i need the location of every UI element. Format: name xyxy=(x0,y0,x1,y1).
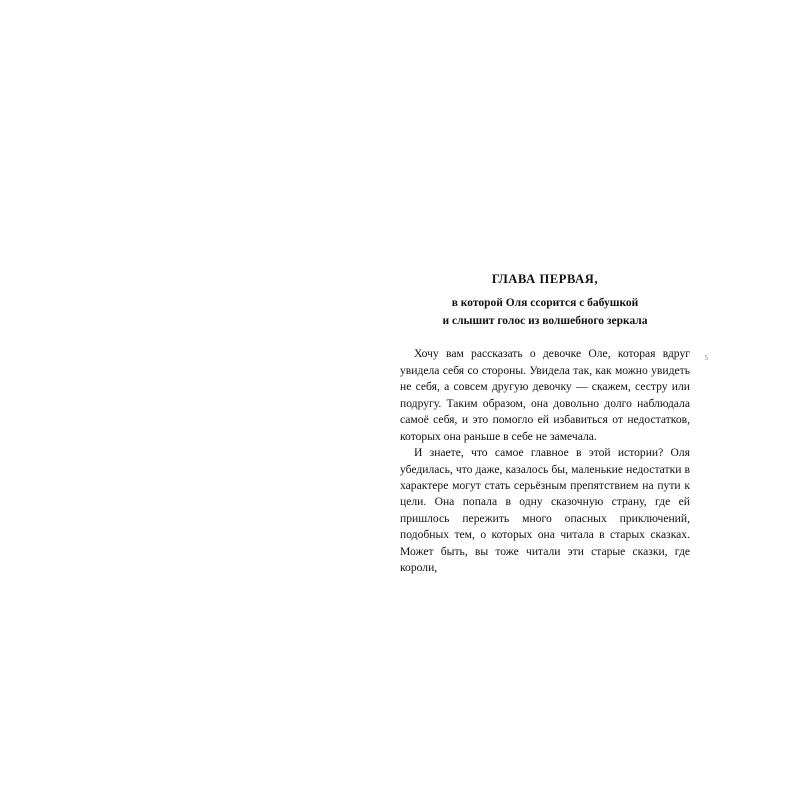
chapter-heading: ГЛАВА ПЕРВАЯ, xyxy=(491,272,599,286)
body-text xyxy=(400,346,690,576)
chapter-subtitle xyxy=(400,295,690,331)
chapter-subtitle-line-1: в которой Оля ссорится с бабушкой xyxy=(451,296,639,309)
book-page xyxy=(400,270,708,610)
paragraph: Хочу вам рассказать о девочке Оле, которая вдруг увидела себя со стороны. Увидела так, как можно увидеть не себя, а совсем другую девочку — скажем, сестру или подругу. Таким образом, она довольно долго наблюдала самоё себя, и это помогло ей избавиться от недостатков, которых она раньше в себе не замечала. xyxy=(400,347,690,443)
chapter-subtitle-line-2: и слышит голос из волшебного зеркала xyxy=(442,314,648,327)
page-number: 5 xyxy=(704,354,708,362)
paragraph: И знаете, что самое главное в этой истории? Оля убедилась, что даже, казалось бы, маленькие недостатки в характере могут стать серьёзным препятствием на пути к цели. Она попала в одну сказочную страну, где ей пришлось пережить много опасных приключений, подобных тем, о которых она читала в старых сказках. Может быть, вы тоже читали эти старые сказки, где короли, xyxy=(400,446,690,575)
